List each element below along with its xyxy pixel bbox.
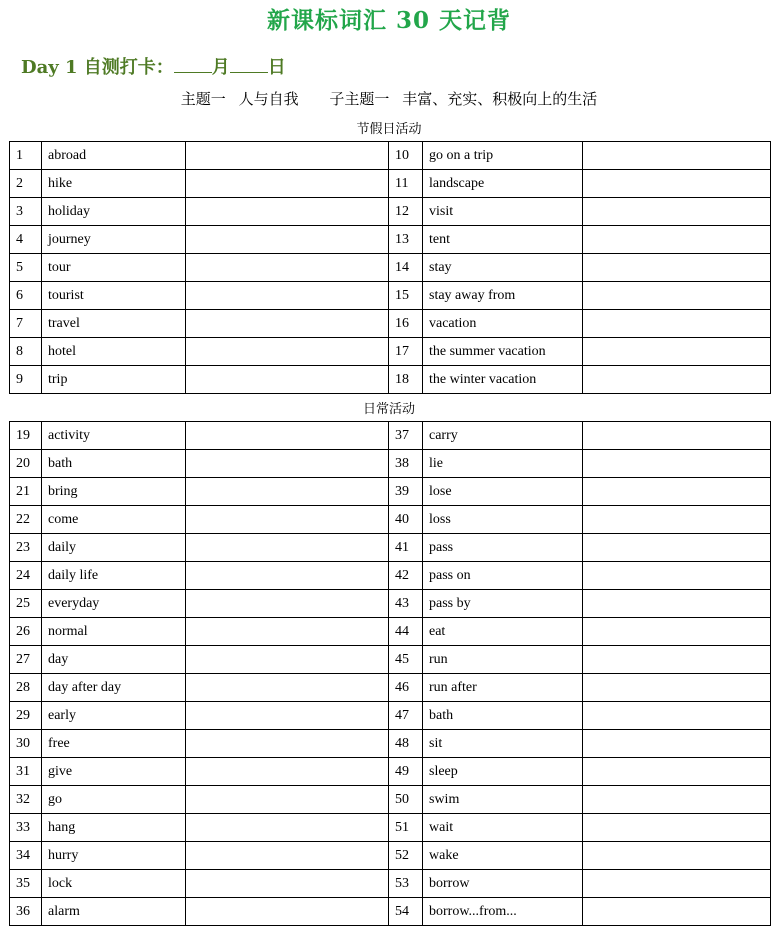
answer-blank[interactable]	[583, 730, 771, 758]
answer-blank[interactable]	[583, 338, 771, 366]
word-number: 48	[389, 730, 423, 758]
word: travel	[42, 310, 186, 338]
answer-blank[interactable]	[186, 450, 389, 478]
answer-blank[interactable]	[186, 338, 389, 366]
table-row	[10, 814, 771, 842]
word: tourist	[42, 282, 186, 310]
answer-blank[interactable]	[186, 674, 389, 702]
word: bath	[42, 450, 186, 478]
table-row	[10, 226, 771, 254]
word: pass	[423, 534, 583, 562]
word: sleep	[423, 758, 583, 786]
word: alarm	[42, 898, 186, 926]
word: normal	[42, 618, 186, 646]
word: day after day	[42, 674, 186, 702]
word-number: 27	[10, 646, 42, 674]
table-row	[10, 898, 771, 926]
word: run after	[423, 674, 583, 702]
answer-blank[interactable]	[583, 422, 771, 450]
answer-blank[interactable]	[583, 254, 771, 282]
word: tour	[42, 254, 186, 282]
word: loss	[423, 506, 583, 534]
answer-blank[interactable]	[186, 590, 389, 618]
answer-blank[interactable]	[186, 842, 389, 870]
answer-blank[interactable]	[186, 562, 389, 590]
word: activity	[42, 422, 186, 450]
word-number: 5	[10, 254, 42, 282]
answer-blank[interactable]	[583, 506, 771, 534]
word-number: 38	[389, 450, 423, 478]
answer-blank[interactable]	[583, 758, 771, 786]
month-blank[interactable]	[174, 56, 212, 73]
word: daily life	[42, 562, 186, 590]
word-number: 43	[389, 590, 423, 618]
word-number: 32	[10, 786, 42, 814]
answer-blank[interactable]	[186, 646, 389, 674]
answer-blank[interactable]	[583, 814, 771, 842]
answer-blank[interactable]	[583, 310, 771, 338]
word: journey	[42, 226, 186, 254]
word: stay away from	[423, 282, 583, 310]
word: run	[423, 646, 583, 674]
table-row	[10, 842, 771, 870]
word: trip	[42, 366, 186, 394]
word-number: 46	[389, 674, 423, 702]
word: borrow...from...	[423, 898, 583, 926]
theme-name: 人与自我	[238, 90, 299, 108]
word: carry	[423, 422, 583, 450]
word: hurry	[42, 842, 186, 870]
answer-blank[interactable]	[186, 282, 389, 310]
word-number: 49	[389, 758, 423, 786]
word: early	[42, 702, 186, 730]
answer-blank[interactable]	[186, 142, 389, 170]
answer-blank[interactable]	[583, 618, 771, 646]
word: bath	[423, 702, 583, 730]
answer-blank[interactable]	[583, 282, 771, 310]
word-number: 12	[389, 198, 423, 226]
vocab-table-holiday	[9, 141, 771, 394]
word-number: 13	[389, 226, 423, 254]
word: pass by	[423, 590, 583, 618]
table-row	[10, 870, 771, 898]
word: day	[42, 646, 186, 674]
answer-blank[interactable]	[186, 618, 389, 646]
table-row	[10, 142, 771, 170]
word-number: 37	[389, 422, 423, 450]
theme-label: 主题一	[180, 90, 226, 108]
answer-blank[interactable]	[186, 814, 389, 842]
word-number: 36	[10, 898, 42, 926]
table-row	[10, 562, 771, 590]
answer-blank[interactable]	[186, 702, 389, 730]
word: hang	[42, 814, 186, 842]
word-number: 31	[10, 758, 42, 786]
table-row	[10, 730, 771, 758]
answer-blank[interactable]	[583, 478, 771, 506]
answer-blank[interactable]	[186, 786, 389, 814]
word-number: 21	[10, 478, 42, 506]
day-label: 日	[267, 57, 286, 78]
word-number: 44	[389, 618, 423, 646]
word-number: 26	[10, 618, 42, 646]
table-row	[10, 646, 771, 674]
table-row	[10, 450, 771, 478]
answer-blank[interactable]	[583, 786, 771, 814]
month-label: 月	[211, 57, 230, 78]
checkin-line	[21, 53, 286, 79]
answer-blank[interactable]	[186, 758, 389, 786]
word-number: 24	[10, 562, 42, 590]
answer-blank[interactable]	[583, 534, 771, 562]
word: everyday	[42, 590, 186, 618]
word: the winter vacation	[423, 366, 583, 394]
word: visit	[423, 198, 583, 226]
word: holiday	[42, 198, 186, 226]
word: vacation	[423, 310, 583, 338]
word-number: 22	[10, 506, 42, 534]
word-number: 1	[10, 142, 42, 170]
table-row	[10, 674, 771, 702]
word-number: 40	[389, 506, 423, 534]
word: landscape	[423, 170, 583, 198]
word: lose	[423, 478, 583, 506]
answer-blank[interactable]	[583, 226, 771, 254]
word-number: 10	[389, 142, 423, 170]
word: swim	[423, 786, 583, 814]
word: pass on	[423, 562, 583, 590]
word-number: 6	[10, 282, 42, 310]
word: stay	[423, 254, 583, 282]
answer-blank[interactable]	[186, 366, 389, 394]
answer-blank[interactable]	[186, 226, 389, 254]
answer-blank[interactable]	[186, 170, 389, 198]
word-number: 54	[389, 898, 423, 926]
word: bring	[42, 478, 186, 506]
word: tent	[423, 226, 583, 254]
checkin-prefix: Day 1 自测打卡：	[21, 57, 174, 78]
table-row	[10, 198, 771, 226]
word: sit	[423, 730, 583, 758]
word: go	[42, 786, 186, 814]
section-heading: 节假日活动	[356, 122, 422, 137]
word: lie	[423, 450, 583, 478]
subtheme-label: 子主题一	[329, 90, 390, 108]
word-number: 20	[10, 450, 42, 478]
answer-blank[interactable]	[186, 254, 389, 282]
table-row	[10, 310, 771, 338]
word-number: 35	[10, 870, 42, 898]
word: hotel	[42, 338, 186, 366]
answer-blank[interactable]	[583, 842, 771, 870]
answer-blank[interactable]	[186, 478, 389, 506]
word: the summer vacation	[423, 338, 583, 366]
word-number: 29	[10, 702, 42, 730]
table-row	[10, 590, 771, 618]
answer-blank[interactable]	[583, 142, 771, 170]
answer-blank[interactable]	[583, 170, 771, 198]
word: wake	[423, 842, 583, 870]
table-row	[10, 702, 771, 730]
subtheme-name: 丰富、充实、积极向上的生活	[402, 90, 598, 108]
day-blank[interactable]	[230, 56, 268, 73]
table-row	[10, 758, 771, 786]
answer-blank[interactable]	[583, 450, 771, 478]
word-number: 16	[389, 310, 423, 338]
word-number: 23	[10, 534, 42, 562]
word-number: 28	[10, 674, 42, 702]
word: wait	[423, 814, 583, 842]
word-number: 50	[389, 786, 423, 814]
word: abroad	[42, 142, 186, 170]
table-row	[10, 534, 771, 562]
word-number: 17	[389, 338, 423, 366]
word-number: 18	[389, 366, 423, 394]
word: lock	[42, 870, 186, 898]
word-number: 19	[10, 422, 42, 450]
word-number: 14	[389, 254, 423, 282]
section-heading: 日常活动	[362, 402, 415, 417]
word-number: 8	[10, 338, 42, 366]
word-number: 34	[10, 842, 42, 870]
word: hike	[42, 170, 186, 198]
table-row	[10, 786, 771, 814]
word-number: 3	[10, 198, 42, 226]
topic-line	[0, 88, 778, 109]
table-row	[10, 506, 771, 534]
table-row	[10, 478, 771, 506]
word: give	[42, 758, 186, 786]
word: borrow	[423, 870, 583, 898]
vocab-table-daily	[9, 421, 771, 926]
answer-blank[interactable]	[583, 870, 771, 898]
page-title: 新课标词汇 30 天记背	[266, 7, 512, 34]
answer-blank[interactable]	[186, 422, 389, 450]
answer-blank[interactable]	[583, 702, 771, 730]
answer-blank[interactable]	[186, 730, 389, 758]
answer-blank[interactable]	[583, 366, 771, 394]
word-number: 45	[389, 646, 423, 674]
word-number: 4	[10, 226, 42, 254]
word-number: 51	[389, 814, 423, 842]
answer-blank[interactable]	[186, 506, 389, 534]
word: come	[42, 506, 186, 534]
word-number: 52	[389, 842, 423, 870]
word: go on a trip	[423, 142, 583, 170]
word-number: 25	[10, 590, 42, 618]
answer-blank[interactable]	[186, 198, 389, 226]
word: eat	[423, 618, 583, 646]
table-row	[10, 254, 771, 282]
table-row	[10, 282, 771, 310]
word-number: 11	[389, 170, 423, 198]
word-number: 42	[389, 562, 423, 590]
answer-blank[interactable]	[186, 870, 389, 898]
word-number: 9	[10, 366, 42, 394]
answer-blank[interactable]	[186, 898, 389, 926]
answer-blank[interactable]	[186, 310, 389, 338]
table-row	[10, 338, 771, 366]
answer-blank[interactable]	[583, 674, 771, 702]
word: daily	[42, 534, 186, 562]
answer-blank[interactable]	[583, 646, 771, 674]
word-number: 53	[389, 870, 423, 898]
word-number: 15	[389, 282, 423, 310]
word-number: 30	[10, 730, 42, 758]
answer-blank[interactable]	[186, 534, 389, 562]
word: free	[42, 730, 186, 758]
answer-blank[interactable]	[583, 590, 771, 618]
table-row	[10, 422, 771, 450]
table-row	[10, 366, 771, 394]
word-number: 2	[10, 170, 42, 198]
table-row	[10, 170, 771, 198]
answer-blank[interactable]	[583, 898, 771, 926]
word-number: 33	[10, 814, 42, 842]
word-number: 47	[389, 702, 423, 730]
word-number: 41	[389, 534, 423, 562]
table-row	[10, 618, 771, 646]
answer-blank[interactable]	[583, 562, 771, 590]
answer-blank[interactable]	[583, 198, 771, 226]
word-number: 7	[10, 310, 42, 338]
word-number: 39	[389, 478, 423, 506]
